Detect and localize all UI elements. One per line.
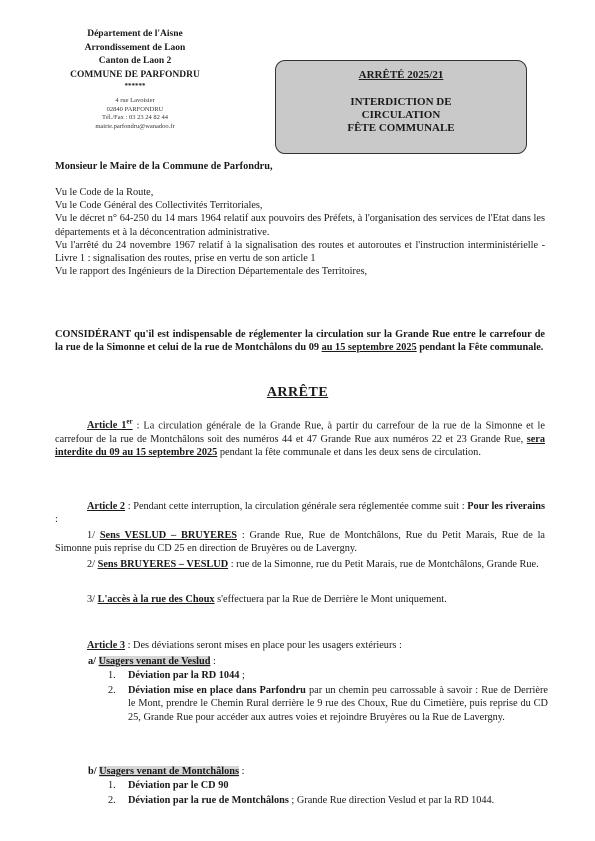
article-1-text: : La circulation générale de la Grande Rue, à partir du carrefour de la rue de la Simonne et le carrefour de la rue de Montchâlons soit des numéros 44 et 47 Grande Rue aux numéros 22 et 23 Grande Rue, <box>55 420 545 445</box>
riverains-label: Pour les riverains <box>467 501 545 512</box>
article-2-label: Article 2 <box>87 501 126 512</box>
address-line: 02840 PARFONDRU <box>106 105 164 113</box>
header-line: Arrondissement de Laon <box>84 42 186 53</box>
list-num: 2. <box>108 685 116 697</box>
article-2-item <box>55 558 545 571</box>
item-text: s'effectuera par la Rue de Derrière le Mont uniquement. <box>214 594 447 605</box>
section-a-colon: : <box>210 656 216 667</box>
article-2-item <box>55 529 545 555</box>
list-item <box>108 779 548 792</box>
address-line: Tél./Fax : 03 23 24 82 44 <box>102 114 168 121</box>
list-item <box>108 794 548 807</box>
item-label: Sens VESLUD – BRUYERES <box>99 530 238 541</box>
article-2-item <box>55 593 545 606</box>
section-a-label: a/ <box>88 656 97 667</box>
section-b-list <box>108 779 548 807</box>
list-bold: Déviation mise en place dans Parfondru <box>128 685 306 697</box>
list-num: 1. <box>108 670 116 681</box>
header-line: Département de l'Aisne <box>87 29 183 39</box>
vu-item: Vu le décret n° 64-250 du 14 mars 1964 relatif aux pouvoirs des Préfets, à l'organisation des services de l'Etat dans les départements et à la déconcentration administrative. <box>55 213 545 238</box>
vu-item: Vu l'arrêté du 24 novembre 1967 relatif à la signalisation des routes et autoroutes et l'instruction interministérielle - Livre 1 : signalisation des routes, prise en vertu de son article 1 <box>55 239 545 265</box>
header-line: Canton de Laon 2 <box>98 56 172 66</box>
vu-item: Vu le Code Général des Collectivités Territoriales, <box>55 200 263 212</box>
title-line: CIRCULATION <box>361 109 441 121</box>
article-2 <box>55 500 545 526</box>
vu-item: Vu le Code de la Route, <box>55 187 154 198</box>
address-line: 4 rue Lavoisier <box>115 97 155 104</box>
item-number: 1/ <box>87 530 96 541</box>
article-3 <box>55 639 545 652</box>
considerant-end: pendant la Fête communale. <box>419 342 544 354</box>
considerant-text: qu'il est indispensable de réglementer la circulation sur la Grande Rue entre le carrefour de la rue de la Simonne et celui de la rue de Montchâlons du 09 <box>55 329 545 354</box>
riverains-colon: : <box>55 514 58 526</box>
item-number: 2/ <box>87 559 96 570</box>
section-b-label: b/ <box>88 766 97 777</box>
article-3-label: Article 3 <box>87 640 126 651</box>
list-num: 2. <box>108 795 116 807</box>
list-item <box>108 684 548 724</box>
article-1-end: pendant la fête communale et dans les deux sens de circulation. <box>217 446 481 458</box>
article-1-sup: er <box>126 418 133 426</box>
title-line: INTERDICTION DE <box>350 96 452 108</box>
title-box <box>275 60 527 154</box>
list-text: ; <box>239 670 245 681</box>
list-item <box>108 669 548 682</box>
article-1 <box>55 416 545 459</box>
considerant-lead: CONSIDÉRANT <box>55 329 131 340</box>
article-3-text: : Des déviations seront mises en place pour les usagers extérieurs : <box>125 640 402 651</box>
title-line: FÊTE COMMUNALE <box>347 122 455 134</box>
vu-item: Vu le rapport des Ingénieurs de la Direction Départementale des Territoires, <box>55 266 368 278</box>
address-email: mairie.parfondru@wanadoo.fr <box>95 122 175 130</box>
list-text: ; Grande Rue direction Veslud et par la RD 1044. <box>288 795 495 807</box>
list-num: 1. <box>108 780 116 791</box>
arrete-heading: ARRÊTE <box>266 385 329 400</box>
item-label: Sens BRUYERES – VESLUD <box>97 559 229 570</box>
article-1-label-text: Article 1 <box>87 420 127 432</box>
list-bold: Déviation par la rue de Montchâlons <box>128 795 289 807</box>
item-text: : rue de la Simonne, rue du Petit Marais, rue de Montchâlons, Grande Rue. <box>228 559 539 570</box>
list-text: par un chemin peu carrossable à savoir : Rue de Derrière le Mont, prendre le Chemin Rural derrière le 9 rue des Choux, Rue du Cimetière, puis reprise du CD 25, Grande Rue pour accéder aux autres voies et rejoindre Bruyères ou la Rue de Lavergny. <box>128 685 548 723</box>
article-1-emphasis: sera interdite du 09 au 15 septembre 2025 <box>55 433 545 458</box>
article-1-label <box>87 420 133 431</box>
section-a-title: Usagers venant de Veslud <box>98 656 211 667</box>
item-label: L'accès à la rue des Choux <box>97 594 215 605</box>
considerant-date: au 15 septembre 2025 <box>321 342 417 354</box>
commune-address <box>40 97 230 131</box>
section-b-title: Usagers venant de Montchâlons <box>99 766 240 777</box>
article-2-text: : Pendant cette interruption, la circulation générale sera réglementée comme suit : <box>125 501 465 512</box>
vus-block <box>55 186 545 278</box>
section-b <box>88 765 548 778</box>
considerant-block <box>55 328 545 354</box>
commune-header <box>40 28 230 91</box>
section-b-colon: : <box>239 766 245 777</box>
arrete-reference: ARRÊTÉ 2025/21 <box>358 69 444 81</box>
intro-line: Monsieur le Maire de la Commune de Parfondru, <box>55 161 273 172</box>
section-a <box>88 655 548 668</box>
header-stars: ****** <box>124 82 146 90</box>
list-bold: Déviation par le CD 90 <box>128 780 229 791</box>
item-number: 3/ <box>87 594 96 605</box>
header-line: COMMUNE DE PARFONDRU <box>70 69 200 80</box>
list-bold: Déviation par la RD 1044 <box>128 670 240 681</box>
section-a-list <box>108 669 548 724</box>
item-text: : Grande Rue, Rue de Montchâlons, Rue du Petit Marais, Rue de la Simonne puis reprise du CD 25 en direction de Bruyères ou de Lavergny. <box>55 530 546 555</box>
